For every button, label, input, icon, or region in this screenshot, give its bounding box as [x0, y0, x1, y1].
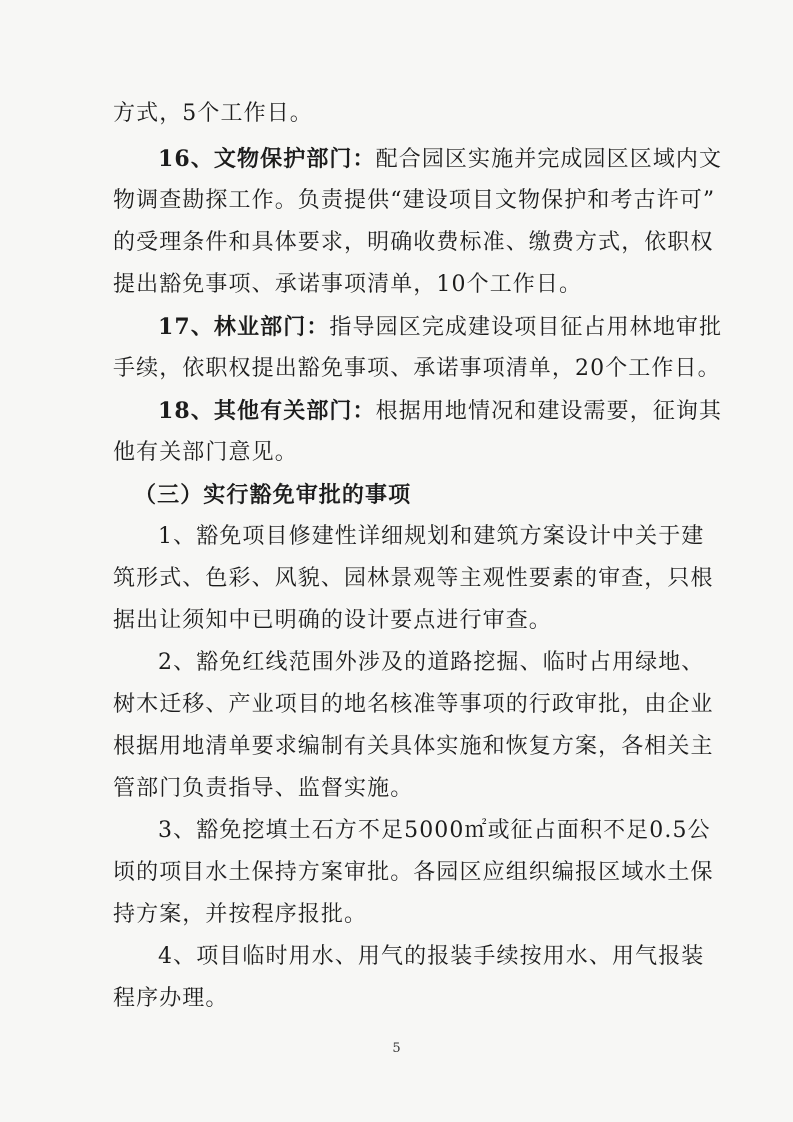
- page-number: 5: [392, 1041, 401, 1056]
- s2-line-1: 2、豁免红线范围外涉及的道路挖掘、临时占用绿地、: [158, 650, 705, 675]
- s3-line-3: 持方案，并按程序报批。: [113, 902, 368, 927]
- s2-line-4: 管部门负责指导、监督实施。: [113, 776, 414, 801]
- s1-line-3: 据出让须知中已明确的设计要点进行审查。: [113, 608, 552, 633]
- s2-line-3: 根据用地清单要求编制有关具体实施和恢复方案，各相关主: [113, 734, 714, 759]
- section-3-heading: （三）实行豁免审批的事项: [134, 482, 412, 508]
- item-16-line-1: [158, 146, 722, 173]
- item-16-line-2: 物调查勘探工作。负责提供“建设项目文物保护和考古许可”: [113, 188, 716, 213]
- item-17-text-1: 指导园区完成建设项目征占用林地审批: [329, 315, 723, 340]
- item-17-line-2: 手续，依职权提出豁免事项、承诺事项清单，20个工作日。: [113, 356, 721, 381]
- item-16-heading: 16、文物保护部门：: [158, 146, 376, 172]
- s3-line-2: 顷的项目水土保持方案审批。各园区应组织编报区域水土保: [113, 860, 714, 885]
- item-18-line-2: 他有关部门意见。: [113, 440, 298, 465]
- s4-line-1: 4、项目临时用水、用气的报装手续按用水、用气报装: [158, 944, 705, 969]
- item-17-line-1: [158, 314, 722, 341]
- item-18-line-1: [158, 398, 722, 425]
- item-17-heading: 17、林业部门：: [158, 314, 330, 340]
- item-16-line-3: 的受理条件和具体要求，明确收费标准、缴费方式，依职权: [113, 230, 714, 255]
- s3-line-1: 3、豁免挖填土石方不足5000㎡或征占面积不足0.5公: [158, 818, 711, 843]
- s2-line-2: 树木迁移、产业项目的地名核准等事项的行政审批，由企业: [113, 692, 714, 717]
- continued-paragraph-line: 方式，5个工作日。: [113, 101, 313, 126]
- s1-line-1: 1、豁免项目修建性详细规划和建筑方案设计中关于建: [158, 524, 705, 549]
- s1-line-2: 筑形式、色彩、风貌、园林景观等主观性要素的审查，只根: [113, 566, 714, 591]
- item-18-heading: 18、其他有关部门：: [158, 398, 376, 424]
- s4-line-2: 程序办理。: [113, 986, 229, 1011]
- item-16-text-1: 配合园区实施并完成园区区域内文: [375, 147, 723, 172]
- item-18-text-1: 根据用地情况和建设需要，征询其: [375, 399, 723, 424]
- item-16-line-4: 提出豁免事项、承诺事项清单，10个工作日。: [113, 272, 583, 297]
